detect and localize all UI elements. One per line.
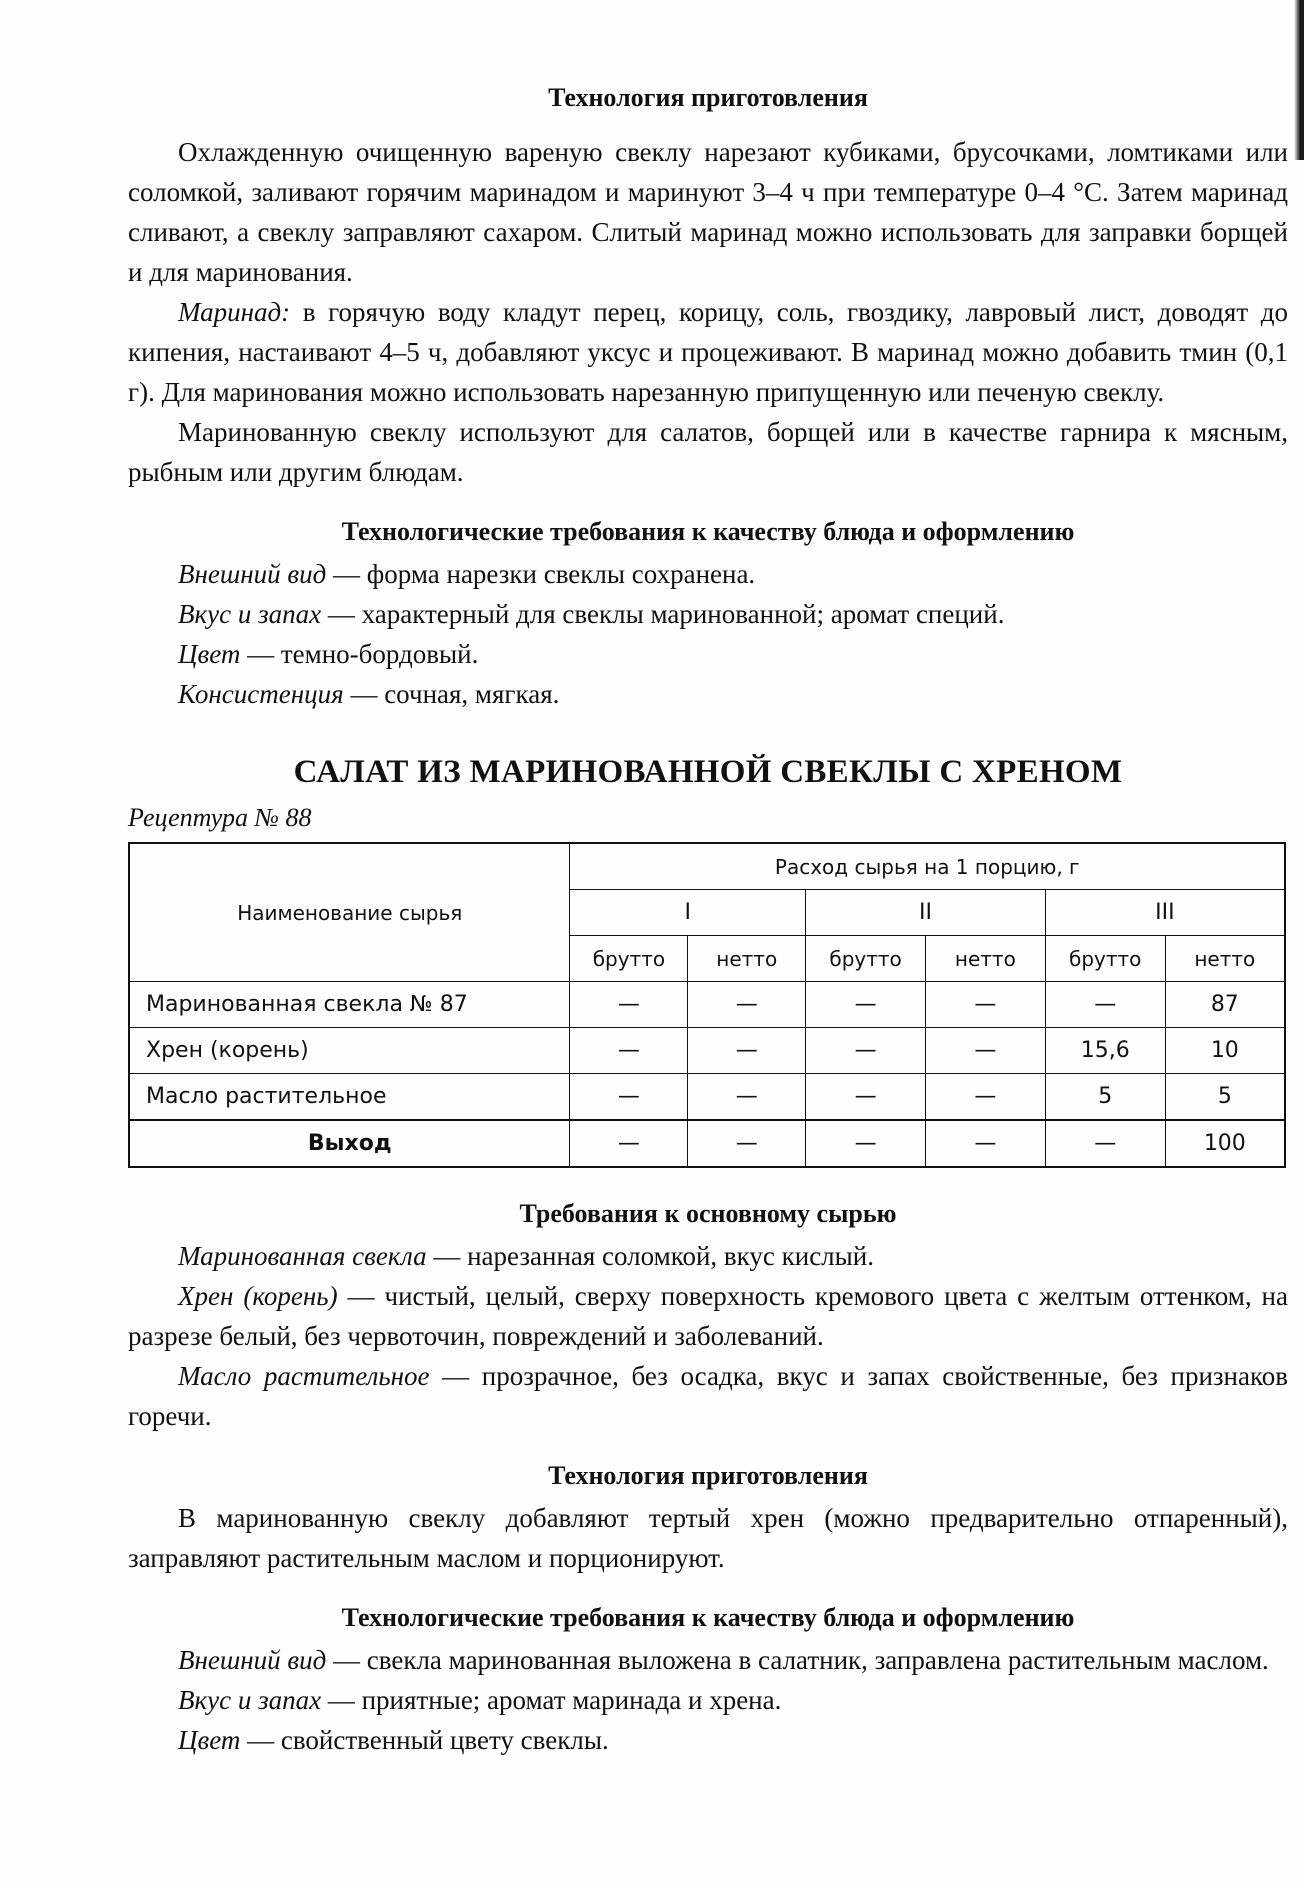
cell: — (570, 1120, 688, 1167)
cell: — (570, 1074, 688, 1121)
section-title-raw-materials: Требования к основному сырью (519, 1199, 897, 1228)
section-title-technology: Технология приготовления (548, 83, 868, 112)
cell: — (925, 1074, 1045, 1121)
cell: 15,6 (1045, 1028, 1165, 1074)
raw-text: — нарезанная соломкой, вкус кислый. (426, 1241, 874, 1271)
quality-text: — сочная, мягкая. (343, 679, 560, 709)
header-brutto: брутто (1045, 936, 1165, 982)
raw-text: — чистый, целый, сверху поверхность кремового цвета с желтым оттенком, на разрезе белый, без червоточин, повреждений и заболеваний. (128, 1281, 1288, 1351)
quality-item (128, 674, 1288, 714)
raw-item (128, 1356, 1288, 1436)
quality-text: — приятные; аромат маринада и хрена. (321, 1685, 782, 1715)
row-name: Масло растительное (129, 1074, 570, 1121)
cell: — (570, 982, 688, 1028)
quality-item (128, 594, 1288, 634)
table-row (129, 1074, 1285, 1121)
cell: — (688, 982, 806, 1028)
quality-item (128, 1680, 1288, 1720)
header-netto: нетто (688, 936, 806, 982)
recipe-table (128, 842, 1286, 1168)
cell: — (688, 1074, 806, 1121)
paragraph-preparation: Охлажденную очищенную вареную свеклу нарезают кубиками, брусочками, ломтиками или соломкой, заливают горячим маринадом и маринуют 3–4 ч при температуре 0–4 °С. Затем маринад сливают, а свеклу заправляют сахаром. Слитый маринад можно использовать для заправки борщей и для маринования. (128, 137, 1288, 287)
section-title-technology-2: Технология приготовления (548, 1461, 868, 1490)
recipe-number: Рецептура № 88 (128, 803, 312, 832)
raw-item (128, 1276, 1288, 1356)
section-title-quality: Технологические требования к качеству блюда и оформлению (341, 517, 1075, 546)
cell: — (1045, 982, 1165, 1028)
quality-term: Цвет (178, 639, 241, 669)
quality-term: Внешний вид (178, 559, 327, 589)
recipe-title: САЛАТ ИЗ МАРИНОВАННОЙ СВЕКЛЫ С ХРЕНОМ (293, 754, 1123, 790)
header-col-3: III (1045, 890, 1285, 936)
cell: — (806, 982, 926, 1028)
output-label: Выход (129, 1120, 570, 1167)
cell: 10 (1165, 1028, 1285, 1074)
raw-text: — прозрачное, без осадка, вкус и запах свойственные, без признаков горечи. (128, 1361, 1288, 1431)
table-row-output (129, 1120, 1285, 1167)
paragraph-usage: Маринованную свеклу используют для салатов, борщей или в качестве гарнира к мясным, рыбным или другим блюдам. (128, 417, 1288, 487)
quality-text: — характерный для свеклы маринованной; аромат специй. (321, 599, 1005, 629)
document-page (128, 82, 1288, 1760)
quality-text: — форма нарезки свеклы сохранена. (326, 559, 756, 589)
quality-term: Вкус и запах (178, 1685, 322, 1715)
cell: — (806, 1028, 926, 1074)
quality-item (128, 634, 1288, 674)
row-name: Маринованная свекла № 87 (129, 982, 570, 1028)
raw-term: Маринованная свекла (178, 1241, 427, 1271)
cell: — (570, 1028, 688, 1074)
header-netto: нетто (1165, 936, 1285, 982)
row-name: Хрен (корень) (129, 1028, 570, 1074)
cell: — (806, 1074, 926, 1121)
paragraph-preparation-2: В маринованную свеклу добавляют тертый хрен (можно предварительно отпаренный), заправляют растительным маслом и порционируют. (128, 1503, 1288, 1573)
quality-term: Цвет (178, 1725, 241, 1755)
section-title-quality-2: Технологические требования к качеству блюда и оформлению (341, 1603, 1075, 1632)
paragraph-marinade (128, 292, 1288, 412)
cell: 5 (1045, 1074, 1165, 1121)
quality-term: Вкус и запах (178, 599, 322, 629)
quality-text: — свойственный цвету свеклы. (240, 1725, 609, 1755)
cell: 100 (1165, 1120, 1285, 1167)
cell: — (806, 1120, 926, 1167)
cell: 87 (1165, 982, 1285, 1028)
header-brutto: брутто (570, 936, 688, 982)
table-row (129, 982, 1285, 1028)
cell: — (688, 1028, 806, 1074)
term-marinade: Маринад: (178, 297, 291, 327)
cell: — (688, 1120, 806, 1167)
scan-edge (1294, 0, 1304, 160)
quality-item (128, 1640, 1288, 1680)
quality-item (128, 554, 1288, 594)
quality-text: — свекла маринованная выложена в салатник, заправлена растительным маслом. (326, 1645, 1269, 1675)
header-netto: нетто (925, 936, 1045, 982)
marinade-text: в горячую воду кладут перец, корицу, соль, гвоздику, лавровый лист, доводят до кипения, настаивают 4–5 ч, добавляют уксус и процеживают. В маринад можно добавить тмин (0,1 г). Для маринования можно использовать нарезанную припущенную или печеную свеклу. (128, 297, 1288, 407)
raw-term: Масло растительное (178, 1361, 430, 1391)
header-name: Наименование сырья (129, 843, 570, 982)
quality-term: Внешний вид (178, 1645, 327, 1675)
header-col-2: II (806, 890, 1046, 936)
header-brutto: брутто (806, 936, 926, 982)
cell: — (1045, 1120, 1165, 1167)
raw-item (128, 1236, 1288, 1276)
cell: — (925, 1120, 1045, 1167)
quality-text: — темно-бордовый. (240, 639, 479, 669)
raw-term: Хрен (корень) (178, 1281, 338, 1311)
cell: — (925, 1028, 1045, 1074)
table-row (129, 1028, 1285, 1074)
quality-item (128, 1720, 1288, 1760)
header-usage: Расход сырья на 1 порцию, г (570, 843, 1285, 890)
header-col-1: I (570, 890, 806, 936)
quality-term: Консистенция (178, 679, 344, 709)
cell: — (925, 982, 1045, 1028)
cell: 5 (1165, 1074, 1285, 1121)
